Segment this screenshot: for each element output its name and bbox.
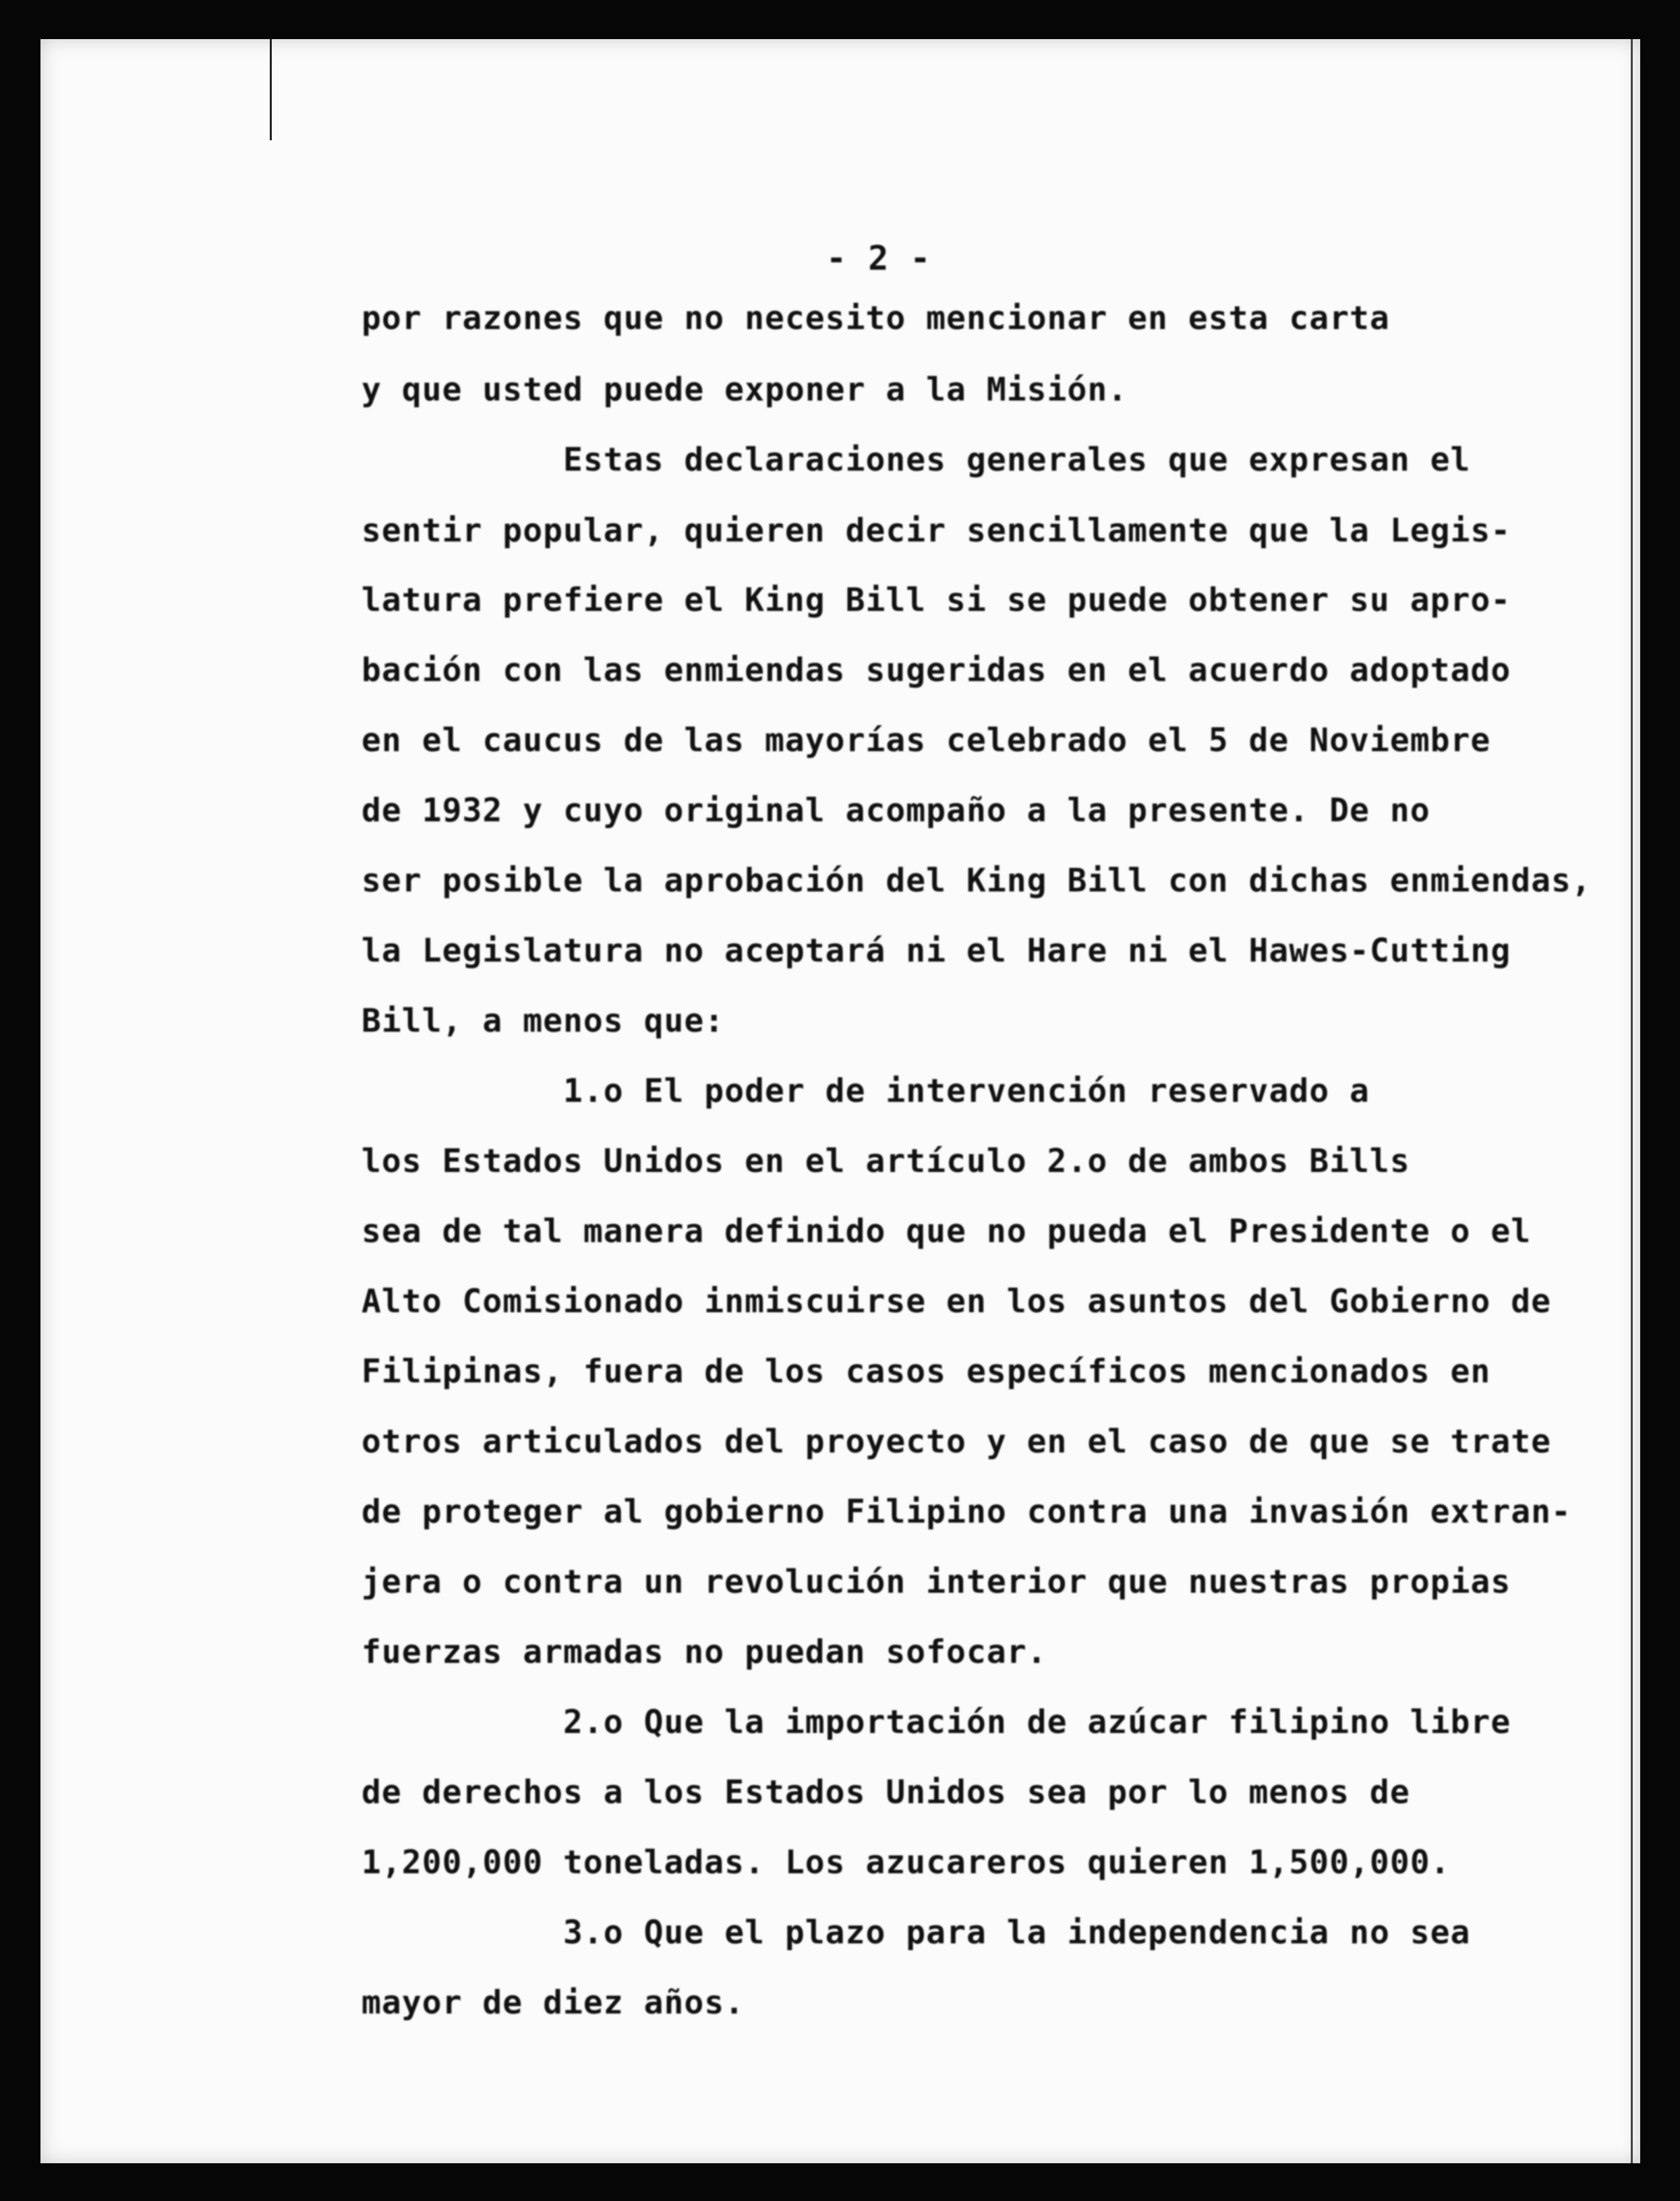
text-line: en el caucus de las mayorías celebrado el 5 de Noviembre	[361, 722, 1491, 759]
text-line: por razones que no necesito mencionar en esta carta	[361, 299, 1390, 337]
text-line: 3.o Que el plazo para la independencia no sea	[563, 1914, 1471, 1951]
text-line: Filipinas, fuera de los casos específicos mencionados en	[361, 1353, 1491, 1390]
text-line: los Estados Unidos en el artículo 2.o de ambos Bills	[361, 1142, 1410, 1180]
text-line: latura prefiere el King Bill si se puede obtener su apro-	[361, 581, 1511, 619]
document-page	[40, 39, 1640, 2163]
page-number: - 2 -	[826, 239, 931, 278]
text-line: sentir popular, quieren decir sencillamente que la Legis-	[361, 512, 1511, 550]
document-text	[40, 39, 1640, 2163]
text-line: 2.o Que la importación de azúcar filipino libre	[563, 1703, 1511, 1741]
text-line: Alto Comisionado inmiscuirse en los asuntos del Gobierno de	[361, 1283, 1552, 1320]
text-line: de 1932 y cuyo original acompaño a la presente. De no	[361, 792, 1430, 829]
text-line: ser posible la aprobación del King Bill con dichas enmiendas,	[361, 862, 1592, 900]
text-line: Estas declaraciones generales que expresan el	[563, 441, 1471, 479]
text-line: otros articulados del proyecto y en el caso de que se trate	[361, 1423, 1552, 1461]
text-line: 1.o El poder de intervención reservado a	[563, 1072, 1370, 1110]
text-line: de proteger al gobierno Filipino contra una invasión extran-	[361, 1493, 1571, 1531]
text-line: y que usted puede exponer a la Misión.	[361, 371, 1128, 409]
text-line: sea de tal manera definido que no pueda el Presidente o el	[361, 1212, 1532, 1250]
text-line: de derechos a los Estados Unidos sea por lo menos de	[361, 1773, 1410, 1811]
text-line: la Legislatura no aceptará ni el Hare ni el Hawes-Cutting	[361, 932, 1511, 970]
text-line: fuerzas armadas no puedan sofocar.	[361, 1633, 1047, 1671]
text-line: mayor de diez años.	[361, 1984, 745, 2022]
text-line: 1,200,000 toneladas. Los azucareros quieren 1,500,000.	[361, 1844, 1451, 1881]
text-line: jera o contra un revolución interior que nuestras propias	[361, 1563, 1511, 1601]
text-line: bación con las enmiendas sugeridas en el acuerdo adoptado	[361, 651, 1511, 689]
text-line: Bill, a menos que:	[361, 1002, 725, 1040]
